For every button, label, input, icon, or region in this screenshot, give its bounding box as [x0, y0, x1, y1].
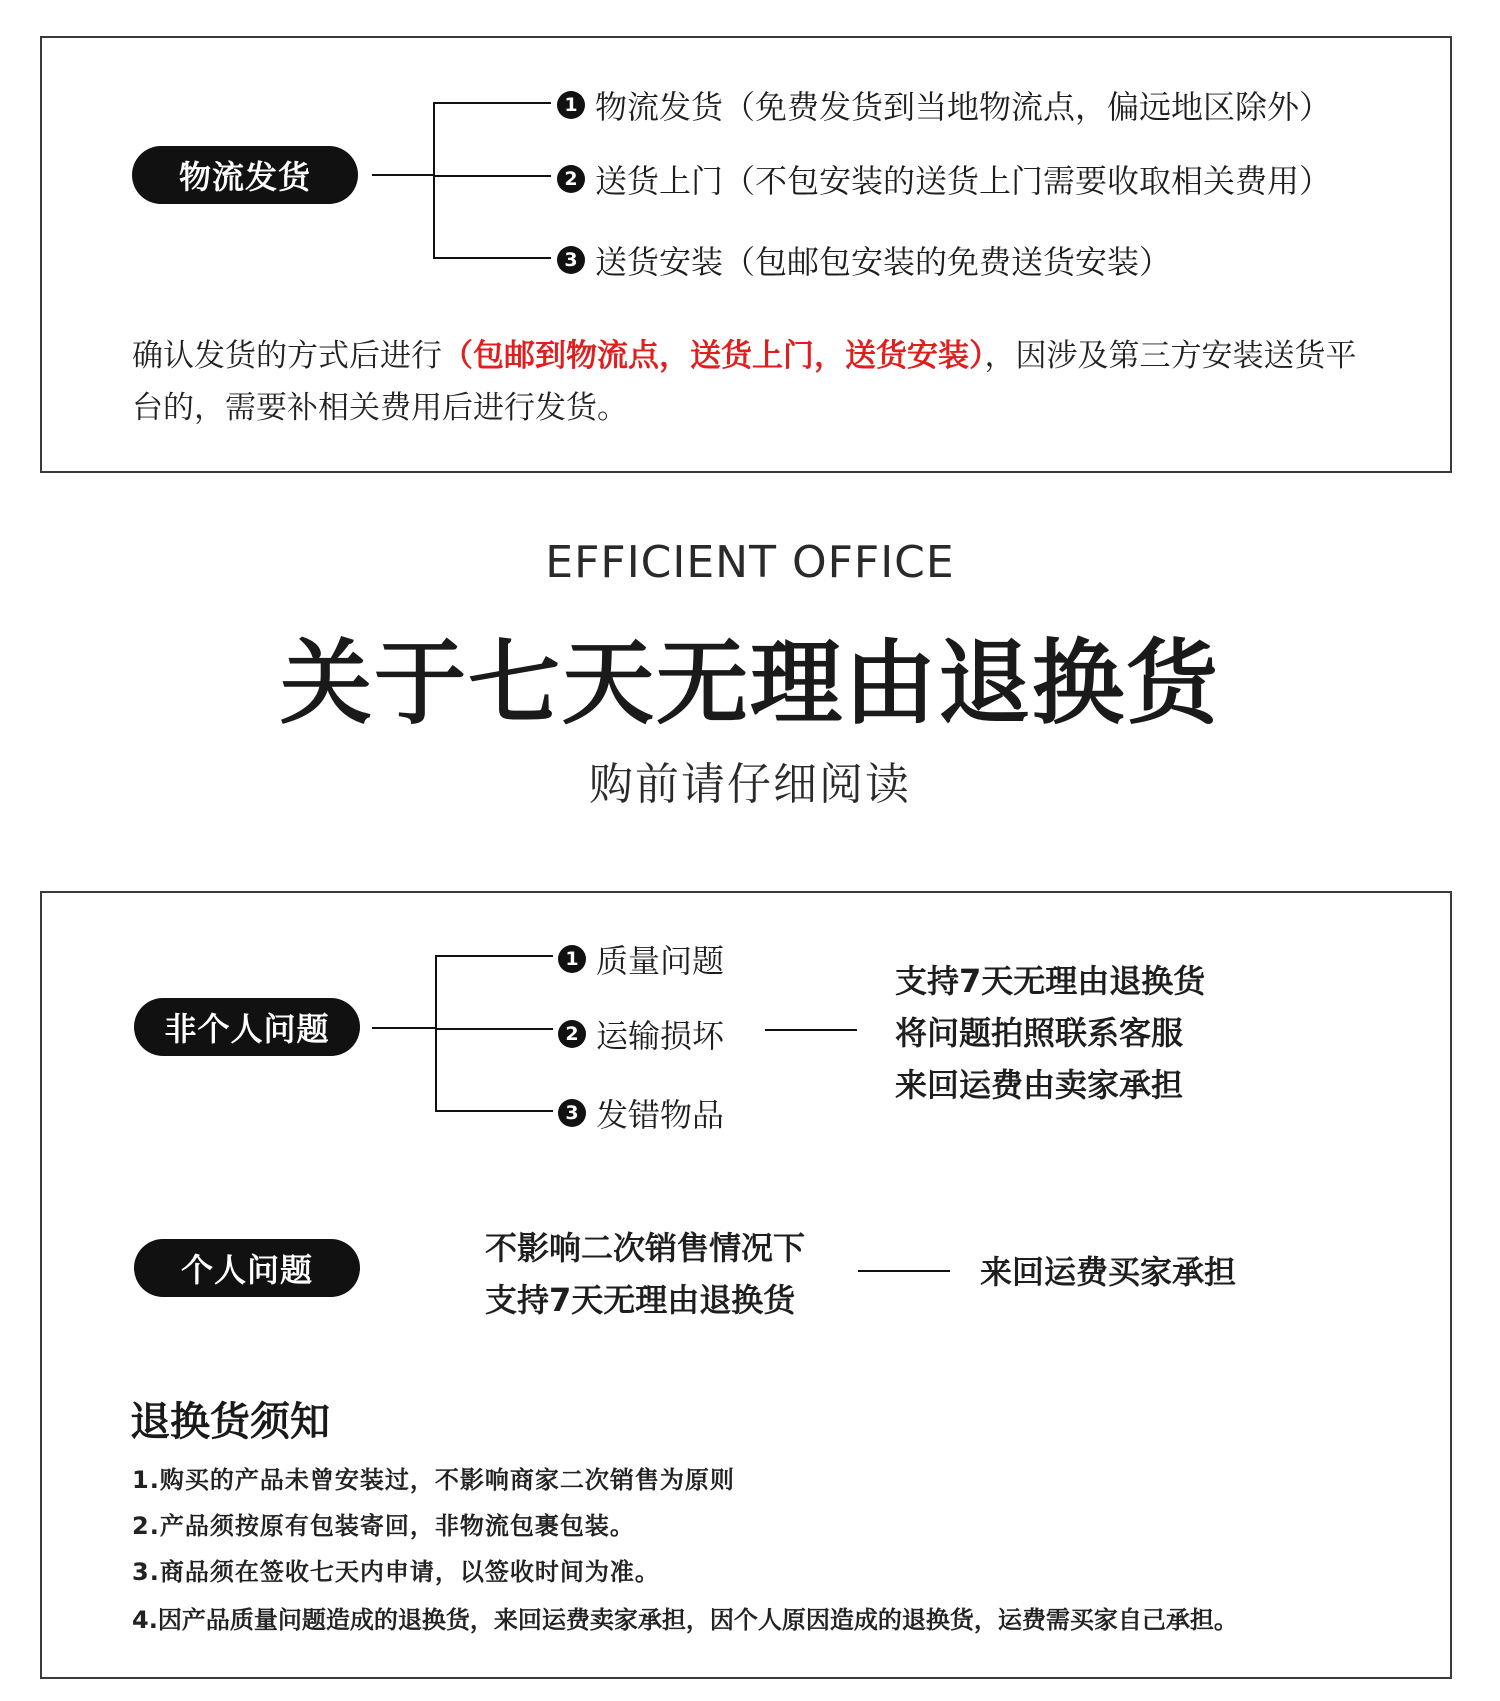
personal-condition [485, 1222, 805, 1326]
connector-line [433, 175, 551, 177]
result-connector-line [858, 1270, 950, 1272]
bracket-line [433, 102, 435, 258]
connector-line [372, 1027, 436, 1029]
shipping-note [132, 330, 1382, 434]
notice-rule: 3.商品须在签收七天内申请，以签收时间为准。 [132, 1558, 660, 1586]
connector-line [435, 1028, 553, 1030]
connector-line [433, 102, 551, 104]
issue-option-label: 质量问题 [596, 942, 725, 980]
note-prefix: 确认发货的方式后进行 [132, 338, 442, 374]
shipping-option-label: 送货安装（包邮包安装的免费送货安装） [595, 243, 1172, 281]
result-connector-line [765, 1029, 857, 1031]
non-personal-pill: 非个人问题 [134, 998, 360, 1056]
personal-pill: 个人问题 [134, 1239, 360, 1297]
non-personal-result [895, 955, 1205, 1111]
number-badge-icon: 2 [557, 165, 585, 193]
connector-line [435, 955, 553, 957]
issue-option [558, 936, 724, 982]
result-line: 来回运费由卖家承担 [895, 1066, 1184, 1104]
condition-line: 不影响二次销售情况下 [485, 1229, 806, 1267]
shipping-option-label: 送货上门（不包安装的送货上门需要收取相关费用） [595, 162, 1332, 200]
result-line: 将问题拍照联系客服 [895, 1014, 1184, 1052]
personal-result: 来回运费买家承担 [980, 1253, 1237, 1291]
number-badge-icon: 1 [557, 91, 585, 119]
bracket-line [435, 955, 437, 1112]
notice-rule: 2.产品须按原有包装寄回，非物流包裹包装。 [132, 1512, 635, 1540]
notice-rule: 4.因产品质量问题造成的退换货，来回运费卖家承担，因个人原因造成的退换货，运费需买家自己承担。 [132, 1606, 1238, 1634]
shipping-option [557, 237, 1171, 283]
issue-option-label: 运输损坏 [596, 1017, 725, 1055]
eyebrow-text: EFFICIENT OFFICE [545, 537, 955, 588]
note-highlight: （包邮到物流点，送货上门，送货安装） [442, 338, 985, 374]
number-badge-icon: 1 [558, 945, 586, 973]
number-badge-icon: 3 [558, 1099, 586, 1127]
connector-line [372, 174, 434, 176]
shipping-option-label: 物流发货（免费发货到当地物流点，偏远地区除外） [595, 88, 1332, 126]
number-badge-icon: 3 [557, 246, 585, 274]
issue-option [558, 1090, 724, 1136]
issue-option-label: 发错物品 [596, 1096, 725, 1134]
number-badge-icon: 2 [558, 1020, 586, 1048]
shipping-pill: 物流发货 [132, 146, 358, 204]
shipping-option [557, 156, 1331, 202]
condition-line: 支持7天无理由退换货 [485, 1281, 796, 1319]
notice-rule: 1.购买的产品未曾安装过，不影响商家二次销售为原则 [132, 1466, 735, 1494]
page-subtitle: 购前请仔细阅读 [589, 759, 911, 810]
note-suffix: ，因涉及第三方安装送货平台的，需要补相关费用后进行发货。 [132, 338, 1357, 426]
issue-option [558, 1011, 724, 1057]
shipping-option [557, 82, 1331, 128]
page-title: 关于七天无理由退换货 [279, 630, 1220, 737]
connector-line [435, 1110, 553, 1112]
notice-title: 退换货须知 [130, 1399, 330, 1445]
connector-line [433, 257, 551, 259]
result-line: 支持7天无理由退换货 [895, 962, 1206, 1000]
